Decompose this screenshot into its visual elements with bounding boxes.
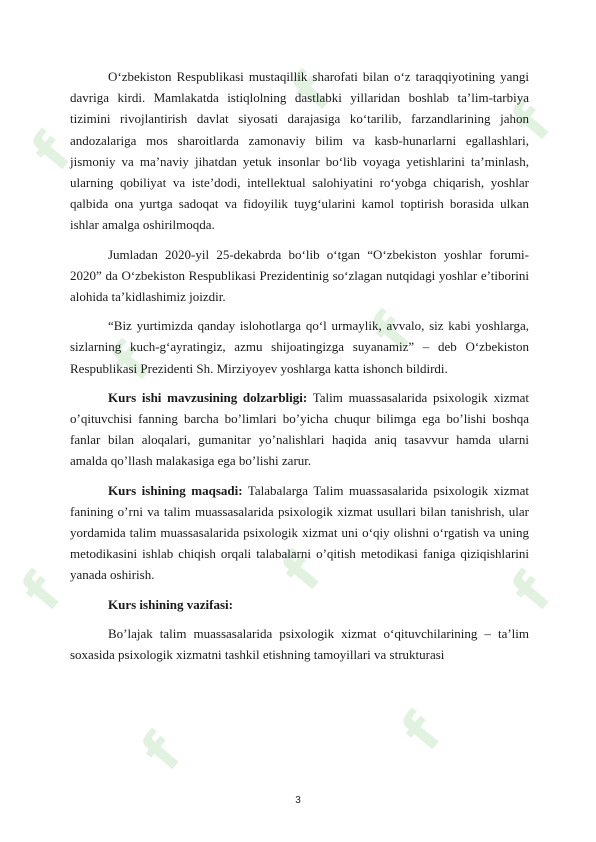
paragraph-relevance: Kurs ishi mavzusining dolzarbligi: Talim muassasalarida psixologik xizmat o’qituvchisi fanning barcha bo’limlari bo’yicha chuqur bilimga ega bo’lishi boshqa fanlar bilan aloqalari, gumanitar yo’nalishlari haqida aniq tasavvur hamda ularni amalda qo’llash malakasiga ega bo’lishi zarur. [70,389,529,469]
watermark-logo-icon: f [129,722,195,783]
watermark-logo-icon: f [269,542,335,603]
paragraph-goal: Kurs ishining maqsadi: Talabalarga Talim muassasalarida psixologik xizmat fanining o’rni va talim muassasalarida psixologik xizmat usullari bilan tanishrish, ular yordamida talim muassasalarida psixologik xizmat uni o‘qiy olishni o‘rgatish va uning metodikasini ishlab chiqish orqali talabalarni o’qitish metodikasi faniga qiziqishlarini yanada oshirish. [70,482,529,583]
paragraph-tasks-heading [70,594,529,615]
watermark-logo-icon: f [99,332,165,393]
watermark-logo-icon: f [359,302,425,363]
watermark-logo-icon: f [499,92,565,153]
page-number: 3 [295,795,301,806]
paragraph-tasks: Bo’lajak talim muassasalarida psixologik xizmat o‘qituvchilarining – ta’lim soxasida psixologik xizmatni tashkil etishning tamoyillari va strukturasi [70,625,529,663]
paragraph-quote: “Biz yurtimizda qanday islohotlarga qo‘l urmaylik, avvalo, siz kabi yoshlarga, sizlarning kuch-g‘ayratingiz, azmu shijoatingizga suyanamiz” – deb O‘zbekiston Respublikasi Prezidenti Sh. Mirziyoyev yoshlarga katta ishonch bildirdi. [70,318,529,376]
relevance-heading: Kurs ishi mavzusining dolzarbligi: [108,389,308,405]
watermark-logo-icon: f [9,562,75,623]
watermark-logo-icon: f [279,62,345,123]
watermark-logo-icon: f [499,562,565,623]
goal-heading: Kurs ishining maqsadi: [108,482,243,498]
watermark-logo-icon: f [389,702,455,763]
paragraph-forum: Jumladan 2020-yil 25-dekabrda bo‘lib o‘tgan “O‘zbekiston yoshlar forumi-2020” da O‘zbekiston Respublikasi Prezidentinig so‘zlagan nutqidagi yoshlar e’tiborini alohida ta’kidlashimiz joizdir. [70,246,529,305]
document-body [70,66,529,673]
tasks-heading: Kurs ishining vazifasi: [108,596,233,612]
watermark-logo-icon: f [19,122,85,183]
paragraph-intro: O‘zbekiston Respublikasi mustaqillik sharofati bilan o‘z taraqqiyotining yangi davriga kirdi. Mamlakatda istiqlolning dastlabki yillaridan boshlab ta’lim-tarbiya tizimini rivojlantirish davlat siyosati darajasiga ko‘tarilib, farzandlarining jahon andozalariga mos sharoitlarda zamonaviy bilim va kasb-hunarlarni egallashlari, jismoniy va ma’naviy jihatdan yetuk insonlar bo‘lib voyaga yetishlarini ta’minlash, ularning qobiliyat va iste’dodi, intellektual salohiyatini ro‘yobga chiqarish, yoshlar qalbida ona yurtga sadoqat va fidoyilik tuyg‘ularini kamol toptirish borasida ulkan ishlar amalga oshirilmoqda. [70,69,529,233]
